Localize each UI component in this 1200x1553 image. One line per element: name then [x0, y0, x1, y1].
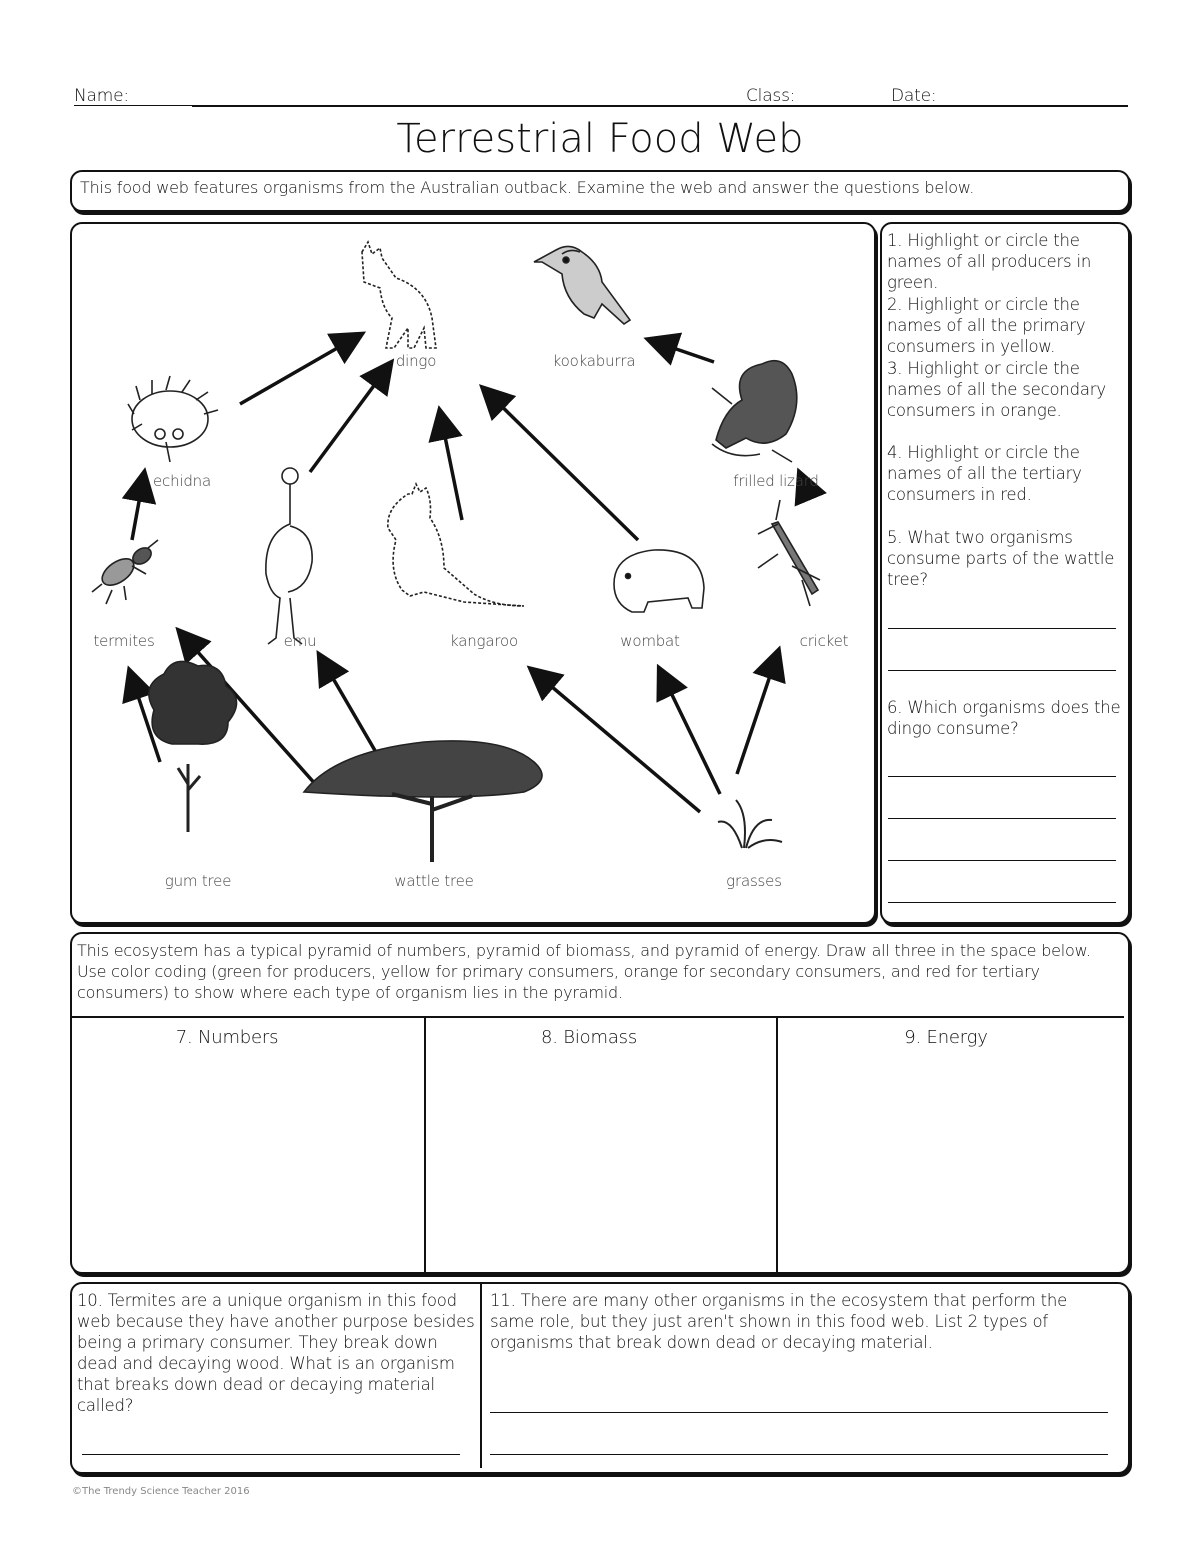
- energy-drawing-area[interactable]: [780, 1056, 1120, 1266]
- numbers-drawing-area[interactable]: [76, 1056, 420, 1266]
- name-field[interactable]: [74, 105, 192, 106]
- intro-text: This food web features organisms from the Australian outback. Examine the web and answer the questions below.: [80, 178, 975, 197]
- question-6: 6. Which organisms does the dingo consume?: [887, 698, 1121, 738]
- pyramid-panel: [70, 932, 1130, 1274]
- question-2: 2. Highlight or circle the names of all the primary consumers in yellow.: [887, 295, 1086, 356]
- bottom-divider: [480, 1284, 482, 1468]
- cricket-icon: [758, 500, 820, 606]
- label-gum-tree: gum tree: [164, 872, 232, 890]
- emu-icon: [266, 468, 312, 644]
- pyramid-divider: [72, 1016, 1124, 1018]
- biomass-drawing-area[interactable]: [428, 1056, 772, 1266]
- pyramid-instructions: This ecosystem has a typical pyramid of numbers, pyramid of biomass, and pyramid of energy. Draw all three in the space below. Use color coding (green for producers, yellow for primary consumers, orange for secondary consumers, and red for tertiary consumers) to show where each type of organism lies in the pyramid.: [77, 941, 1091, 1002]
- question-1: 1. Highlight or circle the names of all producers in green.: [887, 231, 1092, 292]
- food-web-panel: [70, 222, 876, 924]
- intro-box: [70, 170, 1130, 212]
- grasses-icon: [718, 800, 782, 848]
- answer-11-line-2[interactable]: [490, 1454, 1108, 1455]
- answer-5-line-1[interactable]: [888, 628, 1116, 629]
- biomass-heading: 8. Biomass: [540, 1027, 638, 1048]
- arrow-emu-dingo: [310, 364, 390, 472]
- dingo-icon: [362, 242, 436, 348]
- bottom-questions-panel: [70, 1282, 1130, 1474]
- answer-6-line-1[interactable]: [888, 776, 1116, 777]
- arrow-termites-echidna: [132, 474, 144, 540]
- question-10: 10. Termites are a unique organism in this food web because they have another purpose besides being a primary consumer. They break down dead and decaying wood. What is an organism that breaks down dead or decaying material called?: [77, 1291, 475, 1415]
- label-frilled-lizard: frilled lizard: [733, 472, 819, 490]
- arrow-kangaroo-dingo: [440, 412, 462, 520]
- pyramid-col-divider-2: [776, 1016, 778, 1272]
- arrow-grasses-kangaroo: [532, 670, 700, 812]
- label-kookaburra: kookaburra: [552, 352, 636, 370]
- page-title: Terrestrial Food Web: [396, 116, 804, 162]
- side-questions-panel: [880, 222, 1130, 924]
- energy-heading: 9. Energy: [904, 1027, 988, 1048]
- label-dingo: dingo: [395, 352, 437, 370]
- termites-icon: [92, 540, 158, 604]
- question-11: 11. There are many other organisms in the ecosystem that perform the same role, but they just aren't shown in this food web. List 2 types of organisms that break down dead or decaying material.: [490, 1291, 1068, 1352]
- label-wattle-tree: wattle tree: [394, 872, 474, 890]
- numbers-heading: 7. Numbers: [175, 1027, 279, 1048]
- answer-6-line-2[interactable]: [888, 818, 1116, 819]
- echidna-icon: [128, 376, 218, 462]
- gum-tree-icon: [149, 662, 237, 833]
- answer-6-line-3[interactable]: [888, 860, 1116, 861]
- question-3: 3. Highlight or circle the names of all the secondary consumers in orange.: [887, 359, 1106, 420]
- arrow-wattle-emu: [320, 656, 377, 754]
- arrow-grasses-cricket: [737, 652, 778, 774]
- question-4: 4. Highlight or circle the names of all the tertiary consumers in red.: [887, 443, 1082, 504]
- label-kangaroo: kangaroo: [450, 632, 518, 650]
- arrow-wombat-dingo: [484, 389, 638, 540]
- date-field[interactable]: [192, 105, 1128, 107]
- food-web-diagram: [72, 224, 874, 922]
- answer-10-line[interactable]: [82, 1454, 460, 1455]
- answer-11-line-1[interactable]: [490, 1412, 1108, 1413]
- answer-5-line-2[interactable]: [888, 670, 1116, 671]
- arrow-echidna-dingo: [240, 335, 360, 404]
- arrow-grasses-wombat: [660, 670, 720, 794]
- label-grasses: grasses: [726, 872, 782, 890]
- label-cricket: cricket: [799, 632, 849, 650]
- kookaburra-icon: [534, 246, 630, 324]
- copyright-footer: ©The Trendy Science Teacher 2016: [72, 1486, 250, 1497]
- date-label: Date:: [891, 86, 937, 106]
- label-termites: termites: [93, 632, 155, 650]
- arrow-lizard-kookaburra: [650, 340, 714, 362]
- class-label: Class:: [746, 86, 796, 106]
- frilled-lizard-icon: [712, 361, 797, 462]
- label-echidna: echidna: [153, 472, 211, 490]
- label-emu: emu: [283, 632, 317, 650]
- label-wombat: wombat: [620, 632, 680, 650]
- answer-6-line-4[interactable]: [888, 902, 1116, 903]
- question-5: 5. What two organisms consume parts of the wattle tree?: [887, 528, 1115, 589]
- wattle-tree-icon: [304, 741, 542, 862]
- wombat-icon: [614, 550, 704, 612]
- kangaroo-icon: [388, 484, 524, 606]
- name-label: Name:: [74, 86, 129, 106]
- pyramid-col-divider-1: [424, 1016, 426, 1272]
